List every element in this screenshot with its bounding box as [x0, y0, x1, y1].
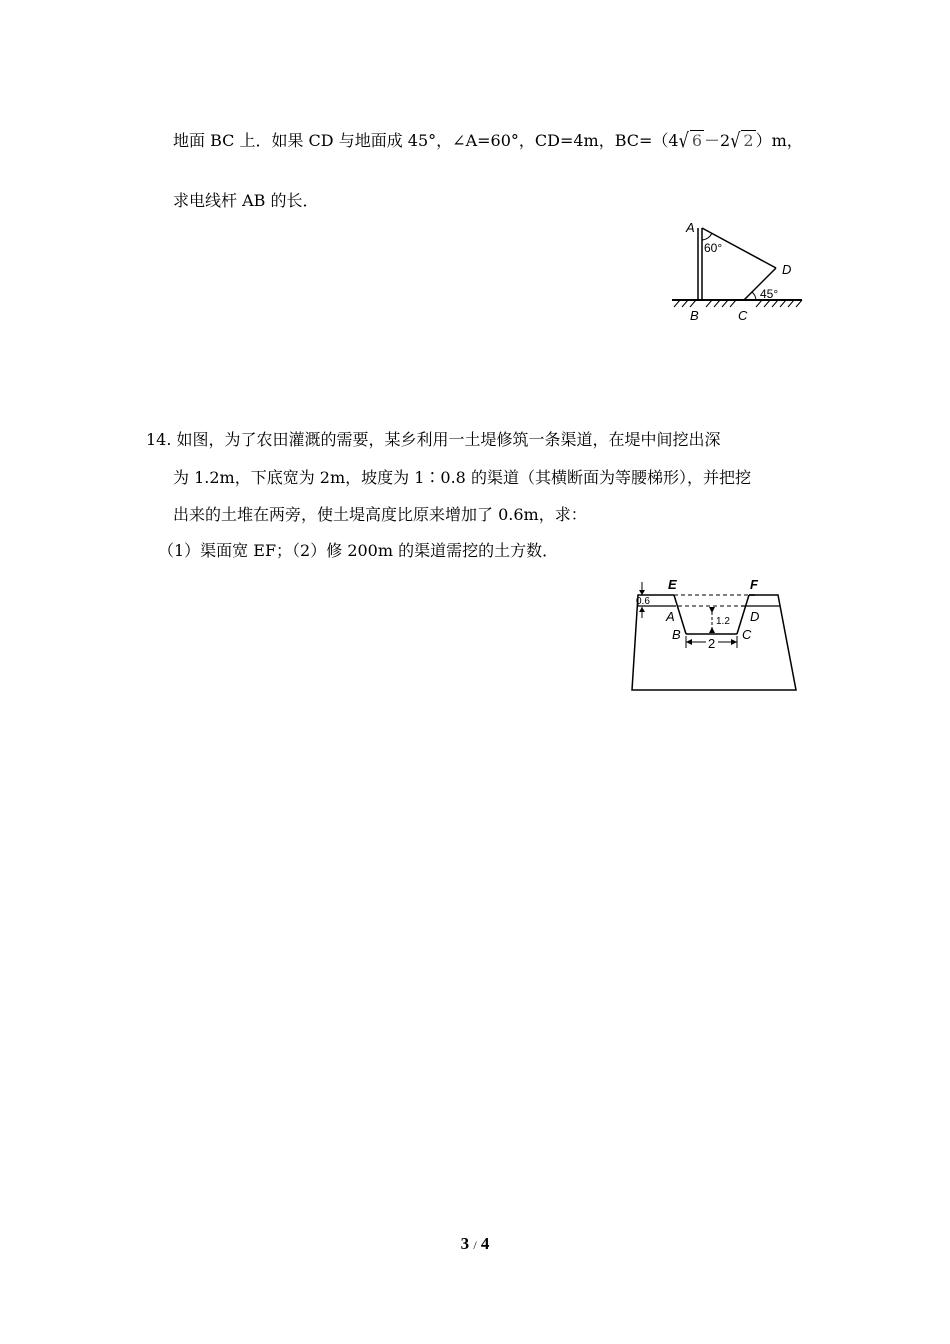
q14-line3: 出来的土堆在两旁，使土堤高度比原来增加了 0.6m，求：	[173, 505, 587, 524]
label-b: B	[672, 627, 681, 642]
label-b: B	[690, 308, 699, 323]
label-a: A	[666, 609, 675, 624]
q14-line1: 14. 如图，为了农田灌溉的需要，某乡利用一土堤修筑一条渠道，在堤中间挖出深	[146, 430, 721, 449]
page-separator: /	[473, 1238, 477, 1252]
page-number	[0, 1234, 950, 1254]
label-f: F	[750, 577, 758, 592]
q14-line4: （1）渠面宽 EF；（2）修 200m 的渠道需挖的土方数．	[158, 541, 559, 560]
q14-line2: 为 1.2m，下底宽为 2m，坡度为 1∶0.8 的渠道（其横断面为等腰梯形），并把挖	[173, 468, 751, 487]
q13-line1-before: 地面 BC 上．如果 CD 与地面成 45°，∠A=60°，CD=4m，BC=（4	[173, 131, 679, 150]
page-total: 4	[480, 1234, 490, 1253]
label-c: C	[738, 308, 748, 323]
label-d: D	[750, 609, 760, 624]
dim-2: 2	[708, 636, 716, 651]
q13-line2: 求电线杆 AB 的长．	[173, 191, 319, 210]
label-a: A	[686, 220, 695, 235]
q13-minus: －2	[704, 131, 731, 150]
dim-1-2: 1.2	[716, 616, 730, 627]
page-current: 3	[460, 1234, 470, 1253]
q13-line1-after: ）m，	[755, 131, 803, 150]
q13-figure	[668, 218, 808, 328]
dim-0-6: 0.6	[636, 596, 650, 607]
label-e: E	[668, 577, 677, 592]
q13-line1	[173, 128, 803, 153]
sqrt-2: √ 2	[730, 128, 754, 153]
q14-figure	[628, 574, 803, 696]
label-d: D	[782, 262, 792, 277]
label-c: C	[742, 627, 752, 642]
sqrt-6: √ 6	[678, 128, 702, 153]
angle-45: 45°	[760, 287, 779, 301]
angle-60: 60°	[704, 241, 723, 255]
